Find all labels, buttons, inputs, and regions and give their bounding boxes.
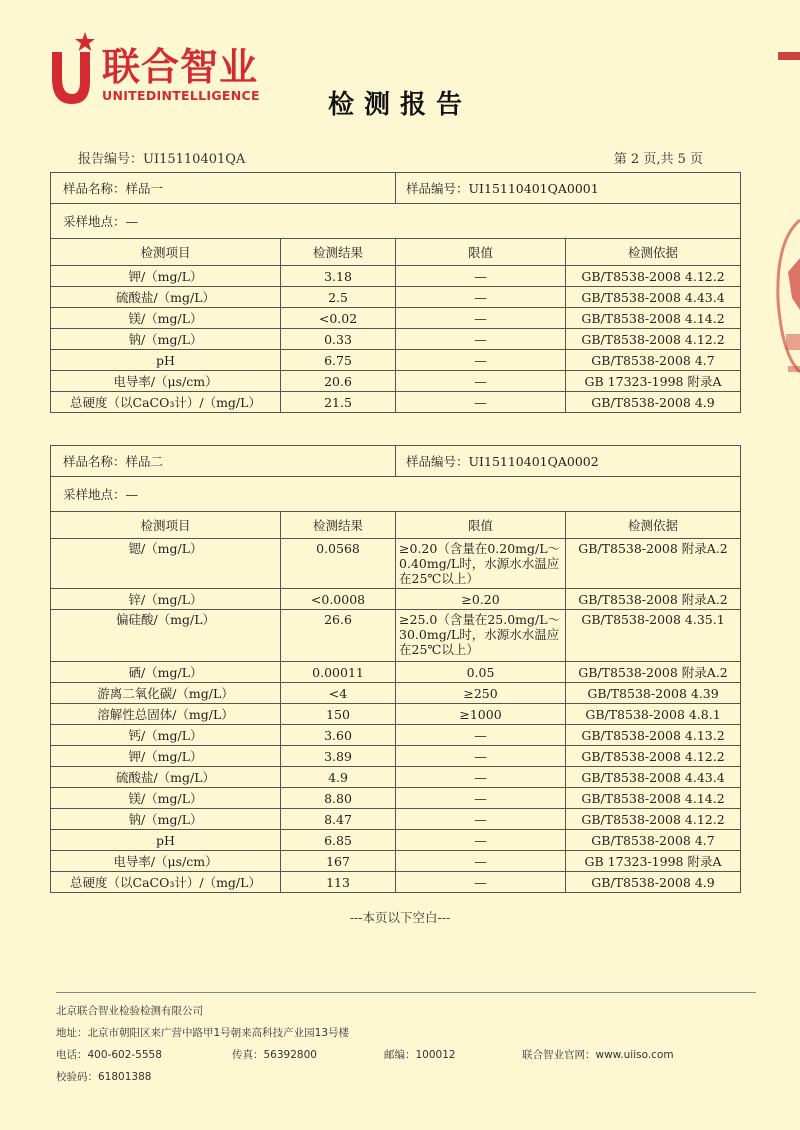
result-cell: 0.0568 [281, 539, 396, 589]
basis-cell: GB 17323-1998 附录A [566, 371, 741, 392]
basis-cell: GB/T8538-2008 4.14.2 [566, 788, 741, 809]
table-row [51, 287, 741, 308]
table-row [51, 809, 741, 830]
sample1-table [50, 172, 741, 413]
item-cell: 钙/（mg/L） [51, 725, 281, 746]
limit-cell: — [396, 392, 566, 413]
item-cell: 溶解性总固体/（mg/L） [51, 704, 281, 725]
item-cell: 电导率/（μs/cm） [51, 371, 281, 392]
item-cell: pH [51, 830, 281, 851]
item-cell: 总硬度（以CaCO₃计）/（mg/L） [51, 872, 281, 893]
page-info: 第 2 页,共 5 页 [613, 152, 703, 167]
limit-cell: — [396, 851, 566, 872]
col-header-item: 检测项目 [51, 239, 281, 266]
item-cell: 硫酸盐/（mg/L） [51, 767, 281, 788]
result-cell: 20.6 [281, 371, 396, 392]
basis-cell: GB/T8538-2008 4.43.4 [566, 287, 741, 308]
limit-cell: — [396, 371, 566, 392]
result-cell: 0.00011 [281, 662, 396, 683]
table-row [51, 371, 741, 392]
item-cell: 钾/（mg/L） [51, 266, 281, 287]
item-cell: 锌/（mg/L） [51, 589, 281, 610]
item-cell: 钾/（mg/L） [51, 746, 281, 767]
seal-stamp-icon [768, 0, 800, 400]
sample1-code: 样品编号：UI15110401QA0001 [396, 173, 741, 204]
result-cell: 8.80 [281, 788, 396, 809]
table-row [51, 788, 741, 809]
result-cell: 0.33 [281, 329, 396, 350]
limit-cell: — [396, 788, 566, 809]
sample2-table [50, 445, 741, 893]
result-cell: 3.89 [281, 746, 396, 767]
table-row [51, 539, 741, 589]
limit-cell: — [396, 266, 566, 287]
sample1-rows [51, 266, 741, 413]
basis-cell: GB/T8538-2008 附录A.2 [566, 539, 741, 589]
table-row [51, 392, 741, 413]
report-title: 检测报告 [327, 90, 472, 120]
limit-cell: 0.05 [396, 662, 566, 683]
basis-cell: GB/T8538-2008 4.8.1 [566, 704, 741, 725]
sample2-name: 样品名称：样品二 [51, 446, 396, 477]
sample2-rows [51, 539, 741, 893]
logo-chinese-name: 联合智业 [102, 45, 259, 89]
item-cell: 镁/（mg/L） [51, 308, 281, 329]
limit-cell: — [396, 746, 566, 767]
result-cell: <0.0008 [281, 589, 396, 610]
footer-phone: 电话：400-602-5558 [56, 1049, 162, 1061]
basis-cell: GB/T8538-2008 附录A.2 [566, 662, 741, 683]
table-row [51, 266, 741, 287]
basis-cell: GB/T8538-2008 4.14.2 [566, 308, 741, 329]
result-cell: 26.6 [281, 610, 396, 662]
footer-company: 北京联合智业检验检测有限公司 [56, 1005, 203, 1017]
col-header-result: 检测结果 [281, 239, 396, 266]
basis-cell: GB/T8538-2008 4.12.2 [566, 809, 741, 830]
col-header-basis: 检测依据 [566, 512, 741, 539]
basis-cell: GB/T8538-2008 4.13.2 [566, 725, 741, 746]
logo-english-name: UNITEDINTELLIGENCE [102, 88, 260, 103]
col-header-basis: 检测依据 [566, 239, 741, 266]
basis-cell: GB/T8538-2008 附录A.2 [566, 589, 741, 610]
basis-cell: GB/T8538-2008 4.35.1 [566, 610, 741, 662]
item-cell: 钠/（mg/L） [51, 329, 281, 350]
table-row [51, 350, 741, 371]
result-cell: 8.47 [281, 809, 396, 830]
table-row [51, 725, 741, 746]
item-cell: 电导率/（μs/cm） [51, 851, 281, 872]
sample1-name: 样品名称：样品一 [51, 173, 396, 204]
footer-address: 地址：北京市朝阳区来广营中路甲1号朝来高科技产业园13号楼 [56, 1027, 350, 1039]
limit-cell: — [396, 308, 566, 329]
table-row [51, 851, 741, 872]
report-number: 报告编号：UI15110401QA [78, 152, 246, 167]
table-row [51, 662, 741, 683]
result-cell: 6.75 [281, 350, 396, 371]
limit-cell: — [396, 329, 566, 350]
limit-cell: ≥0.20（含量在0.20mg/L～0.40mg/L时，水源水水温应在25℃以上） [396, 539, 566, 589]
item-cell: 钠/（mg/L） [51, 809, 281, 830]
item-cell: 硫酸盐/（mg/L） [51, 287, 281, 308]
table-row [51, 704, 741, 725]
result-cell: 167 [281, 851, 396, 872]
table-row [51, 830, 741, 851]
col-header-result: 检测结果 [281, 512, 396, 539]
sample2-location: 采样地点：— [51, 477, 741, 512]
footer-website: 联合智业官网：www.uiiso.com [522, 1049, 674, 1061]
limit-cell: ≥250 [396, 683, 566, 704]
result-cell: <4 [281, 683, 396, 704]
item-cell: pH [51, 350, 281, 371]
limit-cell: — [396, 350, 566, 371]
result-cell: 21.5 [281, 392, 396, 413]
limit-cell: — [396, 830, 566, 851]
limit-cell: ≥25.0（含量在25.0mg/L～30.0mg/L时，水源水水温应在25℃以上） [396, 610, 566, 662]
limit-cell: — [396, 725, 566, 746]
limit-cell: ≥1000 [396, 704, 566, 725]
table-row [51, 329, 741, 350]
footer-postcode: 邮编：100012 [384, 1049, 456, 1061]
basis-cell: GB/T8538-2008 4.7 [566, 830, 741, 851]
item-cell: 总硬度（以CaCO₃计）/（mg/L） [51, 392, 281, 413]
result-cell: 6.85 [281, 830, 396, 851]
basis-cell: GB/T8538-2008 4.12.2 [566, 266, 741, 287]
item-cell: 锶/（mg/L） [51, 539, 281, 589]
result-cell: 4.9 [281, 767, 396, 788]
table-row [51, 589, 741, 610]
table-row [51, 610, 741, 662]
item-cell: 镁/（mg/L） [51, 788, 281, 809]
limit-cell: — [396, 287, 566, 308]
sample1-location: 采样地点：— [51, 204, 741, 239]
sample2-code: 样品编号：UI15110401QA0002 [396, 446, 741, 477]
basis-cell: GB/T8538-2008 4.12.2 [566, 329, 741, 350]
limit-cell: — [396, 809, 566, 830]
basis-cell: GB/T8538-2008 4.43.4 [566, 767, 741, 788]
item-cell: 游离二氧化碳/（mg/L） [51, 683, 281, 704]
limit-cell: — [396, 767, 566, 788]
blank-note: ---本页以下空白--- [349, 910, 451, 925]
result-cell: 3.60 [281, 725, 396, 746]
basis-cell: GB/T8538-2008 4.9 [566, 392, 741, 413]
table-row [51, 683, 741, 704]
col-header-limit: 限值 [396, 512, 566, 539]
result-cell: <0.02 [281, 308, 396, 329]
result-cell: 3.18 [281, 266, 396, 287]
col-header-limit: 限值 [396, 239, 566, 266]
basis-cell: GB 17323-1998 附录A [566, 851, 741, 872]
limit-cell: ≥0.20 [396, 589, 566, 610]
item-cell: 硒/（mg/L） [51, 662, 281, 683]
basis-cell: GB/T8538-2008 4.7 [566, 350, 741, 371]
table-row [51, 872, 741, 893]
col-header-item: 检测项目 [51, 512, 281, 539]
basis-cell: GB/T8538-2008 4.9 [566, 872, 741, 893]
footer-fax: 传真：56392800 [232, 1049, 317, 1061]
result-cell: 150 [281, 704, 396, 725]
footer [56, 992, 756, 1083]
limit-cell: — [396, 872, 566, 893]
result-cell: 2.5 [281, 287, 396, 308]
table-row [51, 746, 741, 767]
basis-cell: GB/T8538-2008 4.12.2 [566, 746, 741, 767]
table-row [51, 308, 741, 329]
basis-cell: GB/T8538-2008 4.39 [566, 683, 741, 704]
item-cell: 偏硅酸/（mg/L） [51, 610, 281, 662]
table-row [51, 767, 741, 788]
footer-check-code: 校验码：61801388 [56, 1071, 152, 1083]
result-cell: 113 [281, 872, 396, 893]
